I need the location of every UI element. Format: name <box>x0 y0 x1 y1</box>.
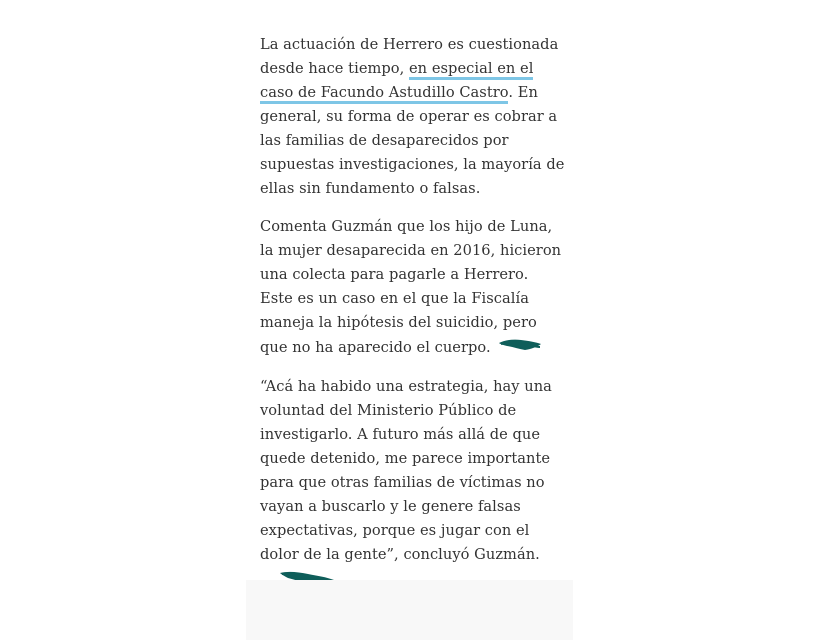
paragraph-2-text: Comenta Guzmán que los hijo de Luna, la mujer desaparecida en 2016, hicieron una colecta para pagarle a Herrero. Este es un caso en el que la Fiscalía maneja la hipótesis del suicidio, pero que no ha aparecido el cuerpo. <box>260 218 562 356</box>
paragraph-1-text-after-link: . En general, su forma de operar es cobrar a las familias de desaparecidos por supuestas investigaciones, la mayoría de ellas sin fundamento o falsas. <box>260 84 565 197</box>
paragraph-3 <box>260 375 565 597</box>
footer-placeholder <box>246 580 573 640</box>
paragraph-1-text-before-link: La actuación de Herrero es cuestionada desde hace tiempo, <box>260 36 559 77</box>
facundo-astudillo-link[interactable]: en especial en el caso de Facundo Astudillo Castro <box>260 60 533 104</box>
paragraph-1 <box>260 33 565 201</box>
article-body <box>260 33 565 611</box>
scribble-mark-icon <box>497 335 543 361</box>
paragraph-2 <box>260 215 565 361</box>
paragraph-3-text: “Acá ha habido una estrategia, hay una voluntad del Ministerio Público de investigarlo. A futuro más allá de que quede detenido, me parece importante para que otras familias de víctimas no vayan a buscarlo y le genere falsas expectativas, porque es jugar con el dolor de la gente”, concluyó Guzmán. <box>260 378 552 563</box>
